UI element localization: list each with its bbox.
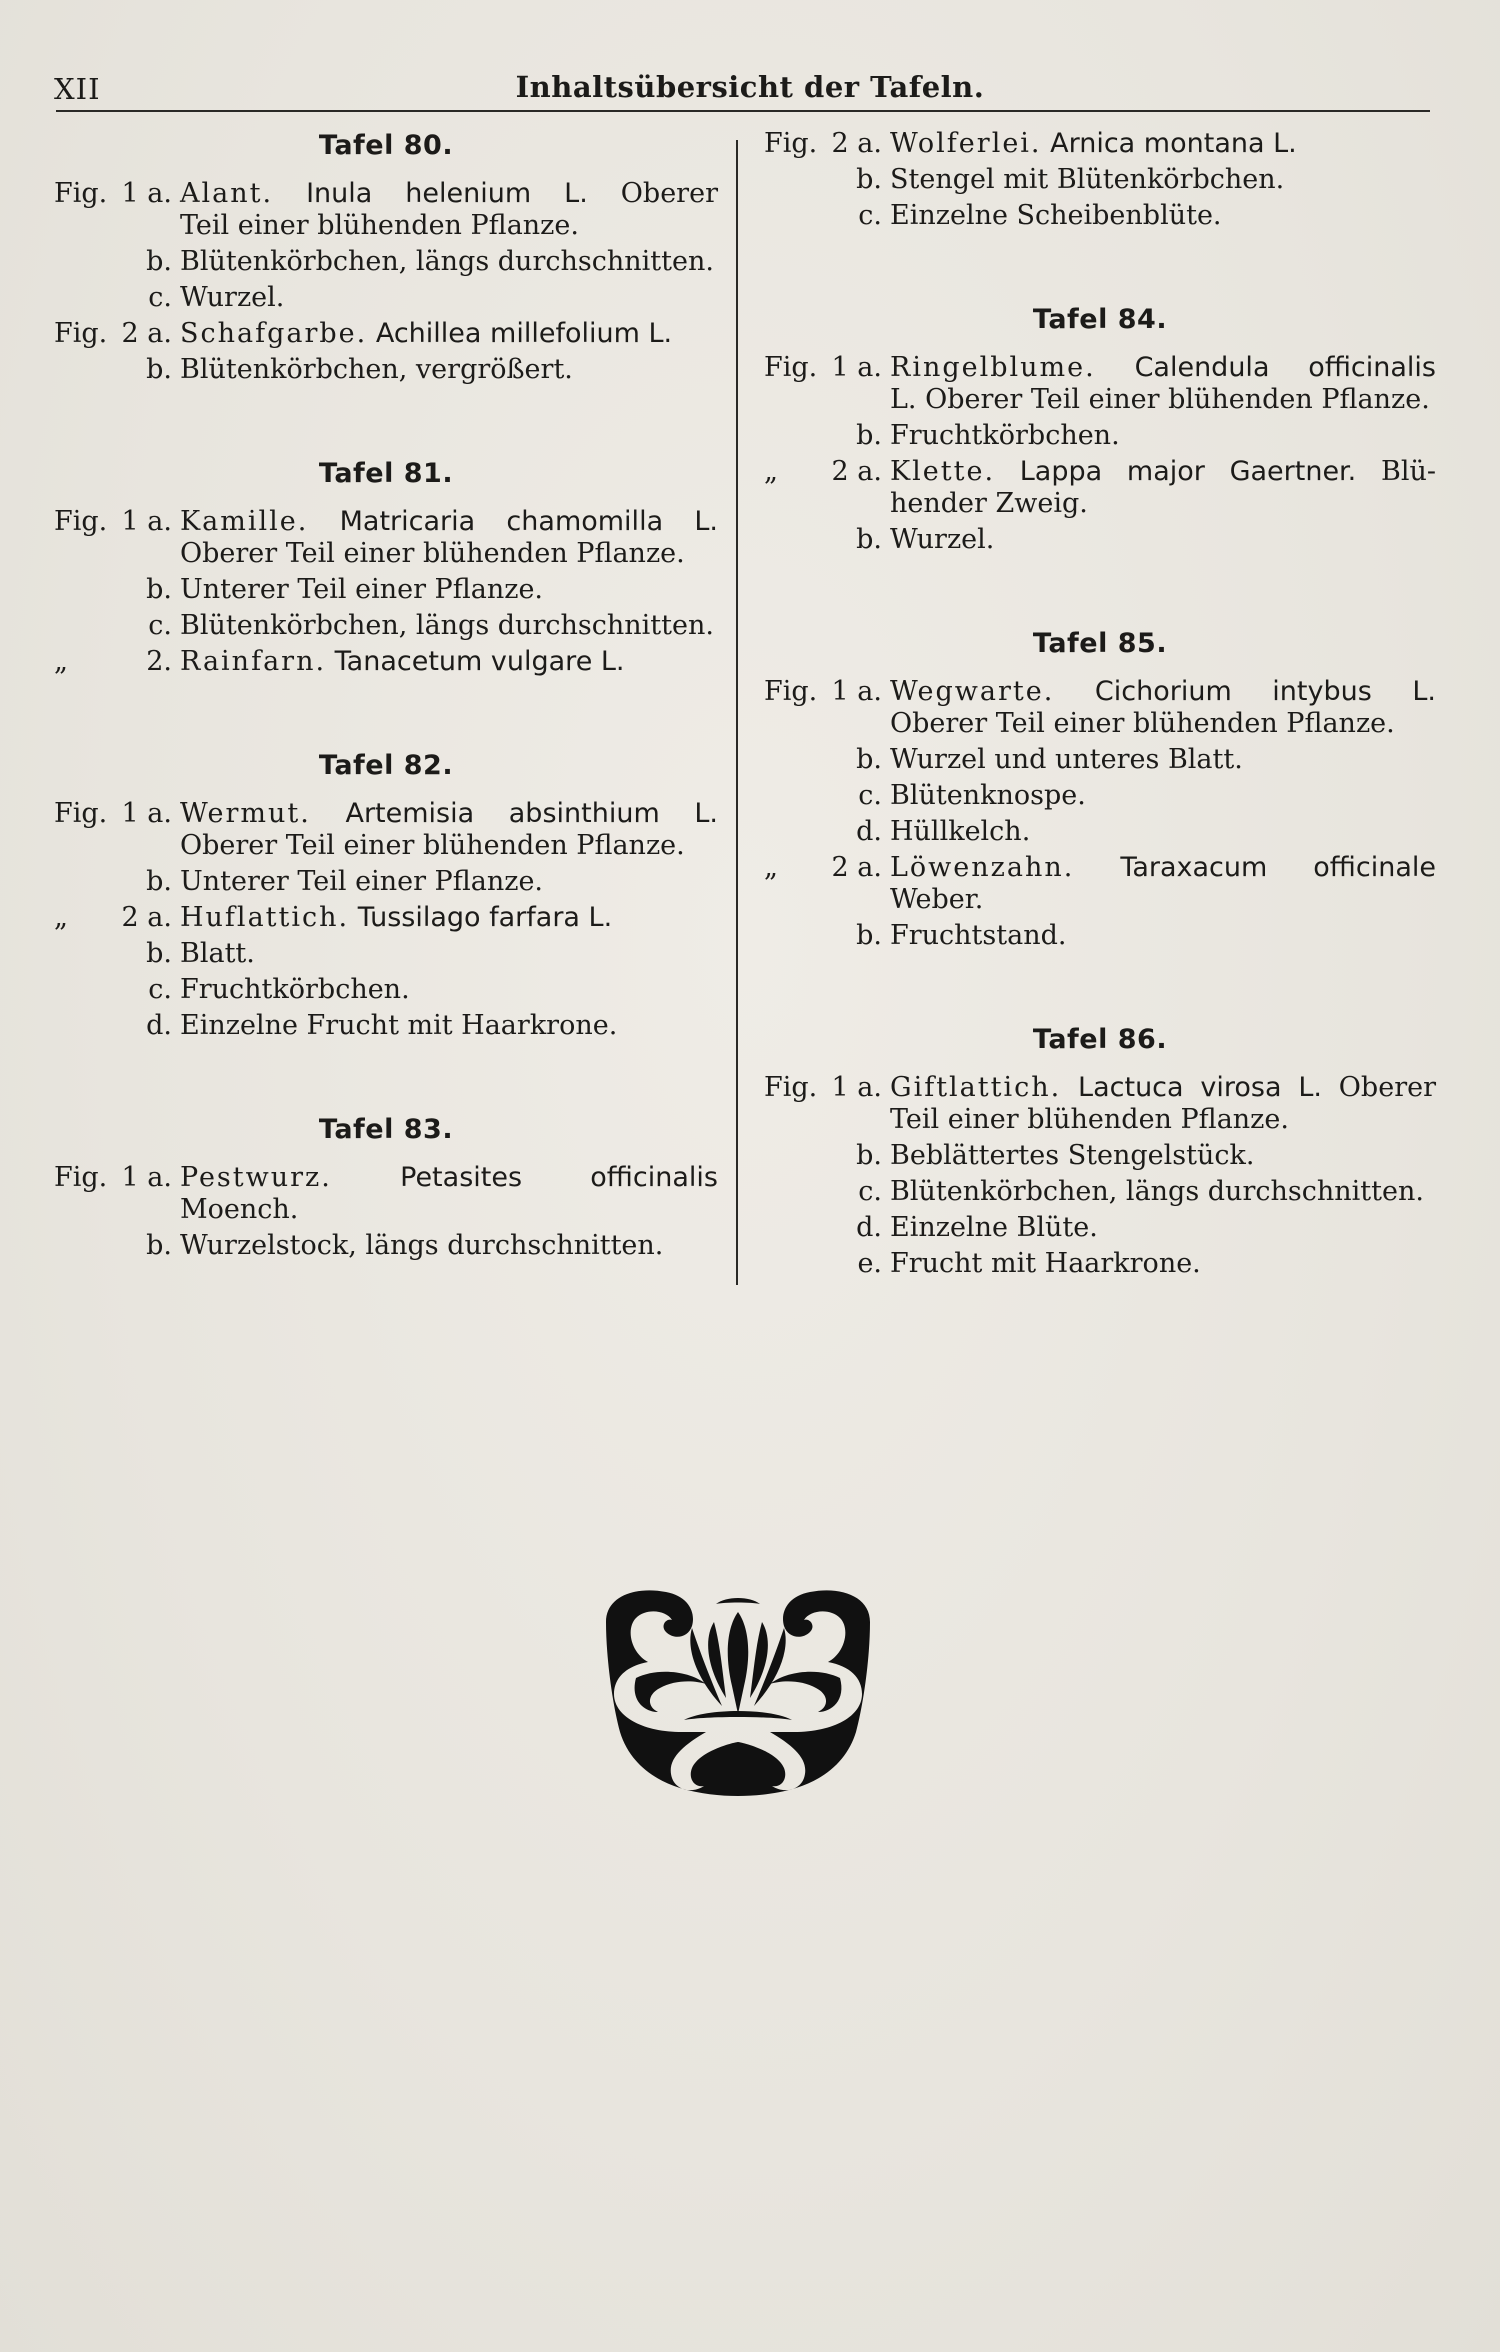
entry-line [54, 178, 718, 210]
description-start: Blü- [1380, 456, 1436, 487]
latin-name: Lappa major Gaertner. [1019, 456, 1357, 487]
fig-label: b. [146, 866, 172, 897]
latin-name: Petasites officinalis [400, 1162, 718, 1193]
entry-text: Fruchtstand. [890, 920, 1067, 951]
latin-name: Tanacetum vulgare L. [334, 646, 625, 677]
entry-line [764, 352, 1436, 384]
fig-label: 2 a. [831, 128, 882, 159]
entry-line [54, 574, 718, 606]
fig-prefix: Fig. [764, 128, 818, 159]
fig-prefix: Fig. [54, 798, 108, 829]
entry-text: Frucht mit Haarkrone. [890, 1248, 1201, 1279]
entry-text: Hüllkelch. [890, 816, 1031, 847]
entry-line [54, 974, 718, 1006]
plate-section [764, 1022, 1436, 1280]
fig-prefix: Fig. [764, 352, 818, 383]
description-continuation: Teil einer blühenden Pflanze. [890, 1104, 1289, 1135]
common-name: Schafgarbe. [180, 318, 368, 349]
entry-main [180, 798, 718, 830]
entry-text: Wurzel. [890, 524, 995, 555]
entry-text: Beblättertes Stengelstück. [890, 1140, 1255, 1171]
plate-heading: Tafel 81. [318, 458, 454, 489]
common-name: Wolferlei. [890, 128, 1042, 159]
entry-line [764, 780, 1436, 812]
entry-line [54, 866, 718, 898]
fig-label: 1 a. [121, 506, 172, 537]
fig-label: b. [146, 938, 172, 969]
fig-label: 1 a. [121, 178, 172, 209]
plate-section [54, 748, 718, 1042]
entry-line [54, 902, 718, 934]
plate-entry [764, 352, 1436, 416]
fig-label: 2 a. [831, 456, 882, 487]
entry-text: Unterer Teil einer Pflanze. [180, 574, 544, 605]
entry-text: Wurzelstock, längs durchschnitten. [180, 1230, 664, 1261]
fig-label: b. [146, 1230, 172, 1261]
entry-text: Unterer Teil einer Pflanze. [180, 866, 544, 897]
fig-prefix: „ [54, 646, 68, 677]
entry-text: Blütenkörbchen, vergrößert. [180, 354, 573, 385]
fig-label: b. [146, 574, 172, 605]
description-start: Oberer [1338, 1072, 1436, 1103]
fig-label: c. [858, 780, 882, 811]
entry-text: Blütenknospe. [890, 780, 1086, 811]
plate-entry [54, 974, 718, 1006]
common-name: Kamille. [180, 506, 309, 537]
plate-heading: Tafel 84. [1032, 304, 1168, 335]
fig-label: d. [856, 816, 882, 847]
plate-section [764, 626, 1436, 952]
plate-entry [764, 164, 1436, 196]
plate-section [54, 456, 718, 678]
right-column [764, 128, 1436, 1280]
description-continuation: L. Oberer Teil einer blühenden Pflanze. [890, 384, 1430, 415]
latin-name: Cichorium intybus L. [1094, 676, 1436, 707]
plate-entry [764, 780, 1436, 812]
entry-line [764, 164, 1436, 196]
entry-main [890, 1072, 1436, 1104]
plate-heading: Tafel 82. [318, 750, 454, 781]
entry-line [54, 610, 718, 642]
plate-heading: Tafel 80. [318, 130, 454, 161]
entry-line [54, 246, 718, 278]
running-title: Inhaltsübersicht der Tafeln. [515, 70, 985, 104]
entry-text: Einzelne Scheibenblüte. [890, 200, 1222, 231]
entry-text: Blütenkörbchen, längs durchschnitten. [180, 610, 714, 641]
common-name: Alant. [180, 178, 274, 209]
entry-main [180, 1162, 718, 1194]
entry-line [764, 1248, 1436, 1280]
fig-label: b. [856, 420, 882, 451]
entry-line [764, 676, 1436, 708]
fig-label: c. [858, 200, 882, 231]
description-continuation: Moench. [180, 1194, 299, 1225]
entry-line [764, 128, 1436, 160]
fig-label: b. [146, 354, 172, 385]
plate-heading: Tafel 85. [1032, 628, 1168, 659]
plate-entry [54, 1162, 718, 1226]
entry-line [764, 1212, 1436, 1244]
entry-text: Blütenkörbchen, längs durchschnitten. [890, 1176, 1424, 1207]
latin-name: Arnica montana L. [1050, 128, 1297, 159]
latin-name: Matricaria chamomilla L. [339, 506, 718, 537]
entry-text: Wurzel und unteres Blatt. [890, 744, 1243, 775]
plate-entry [54, 178, 718, 242]
plate-entry [764, 456, 1436, 520]
latin-name: Lactuca virosa L. [1078, 1072, 1322, 1103]
common-name: Huflattich. [180, 902, 350, 933]
common-name: Pestwurz. [180, 1162, 332, 1193]
fig-label: d. [856, 1212, 882, 1243]
entry-main [180, 902, 718, 934]
plate-entry [54, 866, 718, 898]
plate-section [54, 128, 718, 386]
entry-line [764, 852, 1436, 884]
common-name: Löwenzahn. [890, 852, 1075, 883]
fig-label: c. [148, 282, 172, 313]
fig-label: c. [148, 610, 172, 641]
fig-label: c. [858, 1176, 882, 1207]
plate-entry [764, 420, 1436, 452]
fig-prefix: Fig. [764, 676, 818, 707]
plate-entry [764, 744, 1436, 776]
plate-entry [764, 128, 1436, 160]
plate-entry [764, 852, 1436, 916]
latin-name: Achillea millefolium L. [375, 318, 673, 349]
plate-entry [764, 1212, 1436, 1244]
fig-label: b. [856, 524, 882, 555]
entry-line [54, 506, 718, 538]
entry-main [180, 318, 718, 350]
latin-name: Artemisia absinthium L. [345, 798, 718, 829]
plate-section [54, 1112, 718, 1262]
plate-entry [764, 1072, 1436, 1136]
entry-line [54, 318, 718, 350]
entry-line [764, 524, 1436, 556]
latin-name: Inula helenium L. [306, 178, 588, 209]
entry-line [764, 816, 1436, 848]
fig-label: 2 a. [121, 318, 172, 349]
plate-entry [54, 902, 718, 934]
fig-prefix: Fig. [54, 1162, 108, 1193]
fig-label: e. [857, 1248, 882, 1279]
description-continuation: Teil einer blühenden Pflanze. [180, 210, 579, 241]
entry-line [764, 1140, 1436, 1172]
fig-prefix: Fig. [54, 178, 108, 209]
common-name: Wegwarte. [890, 676, 1055, 707]
entry-line [764, 920, 1436, 952]
entry-text: Einzelne Blüte. [890, 1212, 1098, 1243]
continued-plate-entries [764, 128, 1436, 232]
entry-line [54, 354, 718, 386]
plate-entry [54, 354, 718, 386]
plate-entry [54, 246, 718, 278]
fig-label: b. [856, 1140, 882, 1171]
column-divider [736, 140, 738, 1285]
entry-main [180, 646, 718, 678]
art-nouveau-floral-vignette-icon [596, 1582, 880, 1796]
fig-prefix: „ [764, 456, 778, 487]
entry-line [54, 1230, 718, 1262]
fig-prefix: Fig. [54, 506, 108, 537]
fig-label: c. [148, 974, 172, 1005]
fig-label: b. [856, 164, 882, 195]
plate-entry [764, 816, 1436, 848]
fig-label: 2. [146, 646, 172, 677]
plate-entry [54, 1010, 718, 1042]
entry-line [764, 420, 1436, 452]
description-continuation: Oberer Teil einer blühenden Pflanze. [180, 538, 685, 569]
plate-entry [764, 200, 1436, 232]
fig-label: 1 a. [121, 798, 172, 829]
plate-entry [54, 938, 718, 970]
entry-line [764, 1072, 1436, 1104]
description-continuation: Weber. [890, 884, 984, 915]
entry-line [54, 282, 718, 314]
left-column [54, 128, 718, 1262]
description-start: Oberer [620, 178, 718, 209]
fig-label: 2 a. [831, 852, 882, 883]
fig-label: 1 a. [831, 676, 882, 707]
entry-main [890, 128, 1436, 160]
fig-prefix: Fig. [764, 1072, 818, 1103]
plate-entry [54, 506, 718, 570]
description-continuation: Oberer Teil einer blühenden Pflanze. [180, 830, 685, 861]
latin-name: Tussilago farfara L. [357, 902, 613, 933]
fig-label: 1 a. [121, 1162, 172, 1193]
entry-line [54, 798, 718, 830]
entry-line [54, 938, 718, 970]
common-name: Ringelblume. [890, 352, 1096, 383]
fig-prefix: „ [54, 902, 68, 933]
plate-heading: Tafel 86. [1032, 1024, 1168, 1055]
entry-line [764, 200, 1436, 232]
entry-line [54, 1162, 718, 1194]
entry-line [764, 1176, 1436, 1208]
plate-entry [54, 318, 718, 350]
fig-label: 1 a. [831, 1072, 882, 1103]
plate-section [764, 302, 1436, 556]
entry-line [764, 456, 1436, 488]
plate-entry [764, 1176, 1436, 1208]
entry-text: Blütenkörbchen, längs durchschnitten. [180, 246, 714, 277]
plate-entry [764, 1140, 1436, 1172]
entry-text: Einzelne Frucht mit Haarkrone. [180, 1010, 618, 1041]
description-continuation: hender Zweig. [890, 488, 1088, 519]
entry-main [890, 352, 1436, 384]
plate-entry [54, 646, 718, 678]
header-rule [56, 110, 1430, 112]
fig-prefix: „ [764, 852, 778, 883]
entry-text: Stengel mit Blütenkörbchen. [890, 164, 1285, 195]
fig-label: b. [146, 246, 172, 277]
fig-prefix: Fig. [54, 318, 108, 349]
fig-label: b. [856, 920, 882, 951]
entry-main [180, 178, 718, 210]
plate-heading: Tafel 83. [318, 1114, 454, 1145]
latin-name: Calendula officinalis [1134, 352, 1436, 383]
plate-entry [54, 282, 718, 314]
description-continuation: Oberer Teil einer blühenden Pflanze. [890, 708, 1395, 739]
plate-entry [54, 574, 718, 606]
common-name: Wermut. [180, 798, 311, 829]
plate-entry [764, 1248, 1436, 1280]
entry-text: Fruchtkörbchen. [180, 974, 410, 1005]
entry-text: Blatt. [180, 938, 255, 969]
plate-entry [54, 610, 718, 642]
plate-entry [54, 1230, 718, 1262]
entry-main [180, 506, 718, 538]
entry-text: Wurzel. [180, 282, 285, 313]
page-number: XII [54, 72, 101, 106]
entry-main [890, 456, 1436, 488]
fig-label: 1 a. [831, 352, 882, 383]
entry-text: Fruchtkörbchen. [890, 420, 1120, 451]
entry-main [890, 676, 1436, 708]
entry-main [890, 852, 1436, 884]
entry-line [54, 646, 718, 678]
plate-entry [764, 524, 1436, 556]
latin-name: Taraxacum officinale [1120, 852, 1436, 883]
plate-entry [764, 920, 1436, 952]
fig-label: d. [146, 1010, 172, 1041]
plate-entry [764, 676, 1436, 740]
common-name: Klette. [890, 456, 996, 487]
common-name: Giftlattich. [890, 1072, 1062, 1103]
entry-line [54, 1010, 718, 1042]
common-name: Rainfarn. [180, 646, 327, 677]
fig-label: b. [856, 744, 882, 775]
fig-label: 2 a. [121, 902, 172, 933]
plate-entry [54, 798, 718, 862]
entry-line [764, 744, 1436, 776]
